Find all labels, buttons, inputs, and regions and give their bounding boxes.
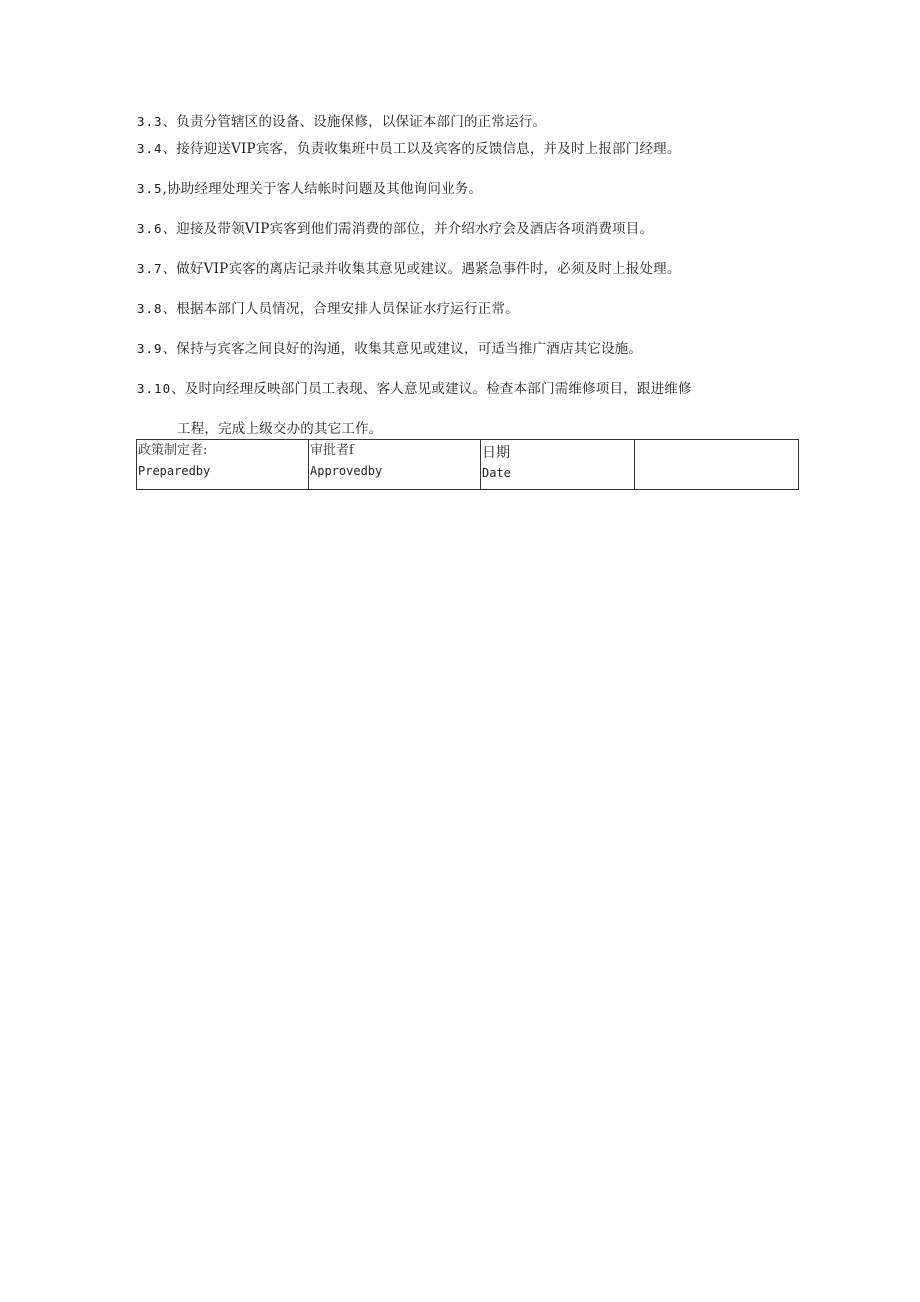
item-text: 、做好VIP宾客的离店记录并收集其意见或建议。遇紧急事件时，必须及时上报处理。 [162, 261, 681, 277]
prepared-by-label-en: Preparedby [138, 464, 211, 478]
item-text: 、根据本部门人员情况，合理安排人员保证水疗运行正常。 [162, 301, 519, 317]
item-number: 3.10 [137, 381, 172, 396]
approved-by-cell [309, 440, 481, 490]
date-cell [481, 440, 635, 490]
item-number: 3.5 [137, 181, 163, 196]
approved-by-label-zh: 审批者f [310, 443, 354, 458]
item-text: 、负责分管辖区的设备、设施保修，以保证本部门的正常运行。 [162, 114, 547, 130]
duty-item-3-9 [137, 340, 642, 358]
item-text: 、迎接及带领VIP宾客到他们需消费的部位，并介绍水疗会及酒店各项消费项目。 [162, 221, 654, 237]
signoff-row [137, 440, 799, 490]
item-number: 3.4 [137, 141, 163, 156]
blank-cell [635, 440, 799, 490]
item-number: 3.9 [137, 341, 163, 356]
item-text: 、保持与宾客之间良好的沟通，收集其意见或建议，可适当推广酒店其它设施。 [162, 341, 643, 357]
signoff-table [136, 439, 799, 490]
prepared-by-label-zh: 政策制定者: [138, 443, 208, 458]
date-label-en: Date [482, 466, 511, 480]
approved-by-label-en: Approvedby [310, 464, 383, 478]
duty-item-3-8 [137, 300, 519, 318]
item-text: ,协助经理处理关于客人结帐时问题及其他询问业务。 [162, 181, 483, 197]
item-number: 3.3 [137, 114, 163, 129]
duty-item-3-10 [137, 380, 692, 398]
item-text: 、接待迎送VIP宾客，负责收集班中员工以及宾客的反馈信息，并及时上报部门经理。 [162, 141, 681, 157]
item-number: 3.8 [137, 301, 163, 316]
duty-item-3-10-continuation: 工程，完成上级交办的其它工作。 [177, 421, 383, 437]
duty-item-3-7 [137, 260, 681, 278]
prepared-by-cell [137, 440, 309, 490]
duty-item-3-4 [137, 140, 681, 158]
date-label-zh: 日期 [482, 445, 510, 461]
item-number: 3.7 [137, 261, 163, 276]
duty-item-3-3 [137, 113, 546, 131]
duty-item-3-6 [137, 220, 653, 238]
item-text: 、及时向经理反映部门员工表现、客人意见或建议。检查本部门需维修项目，跟进维修 [171, 381, 692, 397]
item-number: 3.6 [137, 221, 163, 236]
duty-item-3-5 [137, 180, 482, 198]
